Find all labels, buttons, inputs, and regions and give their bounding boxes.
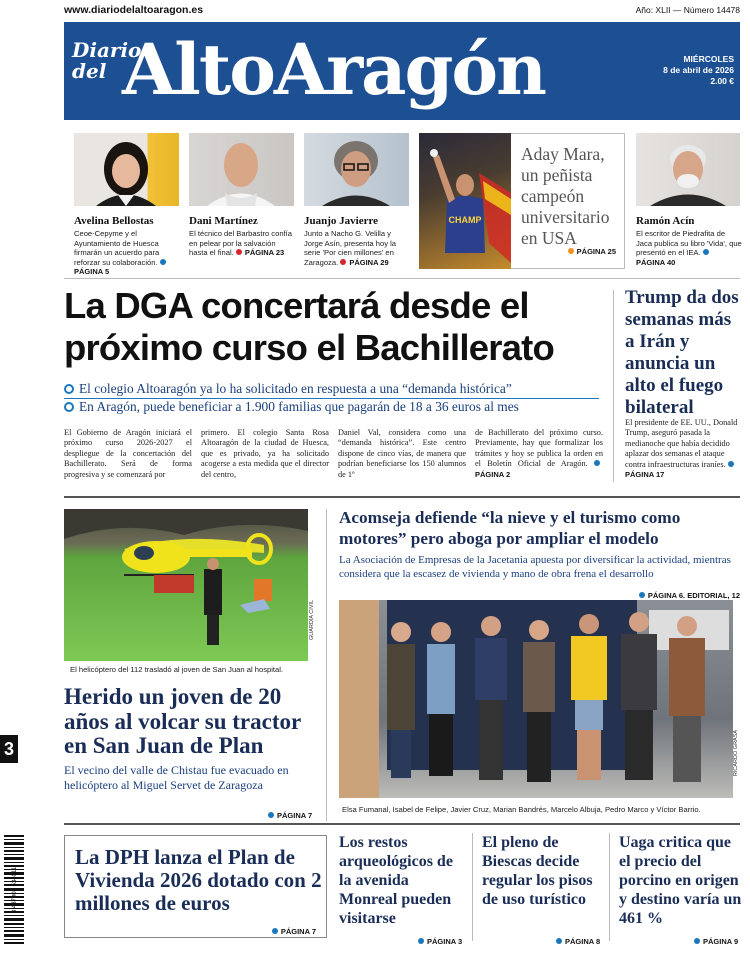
barcode <box>2 833 30 951</box>
teaser-name: Juanjo Javierre <box>304 215 379 227</box>
issue-number: Año: XLII — Número 14478 <box>635 5 740 15</box>
dph-box <box>64 835 327 938</box>
group-people-icon <box>339 600 733 798</box>
date-full: 8 de abril de 2026 <box>663 65 734 75</box>
page-ref[interactable]: PÁGINA 25 <box>576 247 616 256</box>
portrait-elderly-man-icon <box>636 133 740 206</box>
page-ref[interactable]: PÁGINA 2 <box>475 469 511 479</box>
section-rule <box>64 823 740 825</box>
barcode-number: 8 437008 534011 <box>12 866 18 914</box>
lead-column-3: Daniel Val, considera como una “demanda histórica”. Este centro dispone de cinco vías, de manera que podrían beneficiarse los 150 alumnos de 1º <box>338 428 466 479</box>
photo-credit: RICARDO GRASA <box>732 729 739 777</box>
jersey-text: CHAMP <box>448 215 482 225</box>
lead-bullet-text: El colegio Altoaragón ya lo ha solicitado en respuesta a una “demanda histórica” <box>79 381 512 396</box>
section-rule <box>64 496 740 498</box>
basketball-player-icon <box>419 133 511 269</box>
bullet-ring-icon <box>64 384 74 394</box>
masthead-title: AltoAragón <box>122 28 546 111</box>
lead-column-1: El Gobierno de Aragón iniciará el próximo curso 2026-2027 el despliegue de la concertación del Bachillerato. Será de forma progresiva y se comenzará por <box>64 428 192 479</box>
page-dot-icon <box>703 249 709 255</box>
masthead-small-title-text: Diario del <box>72 38 142 83</box>
teaser-photo-juanjo <box>304 133 409 206</box>
date-weekday: MIÉRCOLES <box>683 54 734 64</box>
feature-page <box>568 241 616 259</box>
teaser-name: Avelina Bellostas <box>74 215 154 227</box>
page-ref[interactable]: PÁGINA 40 <box>636 257 676 267</box>
page-ref[interactable]: PÁGINA 8 <box>565 937 601 946</box>
page-ref[interactable]: PÁGINA 29 <box>349 257 389 267</box>
trump-text <box>625 418 741 480</box>
section-tab-number: 3 <box>3 739 14 759</box>
bullet-ring-icon <box>64 402 74 412</box>
page-ref[interactable]: PÁGINA 17 <box>625 470 665 480</box>
helicopter-caption: El helicóptero del 112 trasladó al joven de San Juan al hospital. <box>70 665 284 674</box>
lead-headline[interactable]: La DGA concertará desde el próximo curso el Bachillerato <box>64 285 554 368</box>
feature-box <box>511 133 625 269</box>
portrait-man-icon <box>189 133 294 206</box>
accident-sub: El vecino del valle de Chistau fue evacuado en helicóptero al Miguel Servet de Zaragoza <box>64 763 289 792</box>
lead-bullet <box>64 399 519 415</box>
accident-page <box>268 805 312 823</box>
divider <box>613 290 614 482</box>
photo-credit: GUARDIA CIVIL <box>308 599 315 641</box>
divider <box>326 509 327 821</box>
site-url[interactable]: www.diariodelaltoaragon.es <box>64 4 204 16</box>
biescas-headline[interactable]: El pleno de Biescas decide regular los pisos de uso turístico <box>482 834 593 908</box>
restos-page <box>418 931 462 949</box>
uaga-headline[interactable]: Uaga critica que el precio del porcino en origen y destino varía un 461 % <box>619 834 742 927</box>
acomseja-headline[interactable]: Acomseja defiende “la nieve y el turismo como motores” pero aboga por ampliar el modelo <box>339 508 681 548</box>
page-dot-icon <box>340 259 346 265</box>
page-ref[interactable]: PÁGINA 23 <box>244 248 285 258</box>
teaser-body: Junto a Nacho G. Velilla y Jorge Asín, presenta hoy la serie 'Por cien millones' en Zaragoza. <box>304 229 397 267</box>
teaser-name: Ramón Acín <box>636 215 695 227</box>
divider <box>472 833 473 941</box>
feature-photo <box>419 133 511 269</box>
restos-headline[interactable]: Los restos arqueológicos de la avenida Monreal pueden visitarse <box>339 834 453 927</box>
group-photo <box>339 600 739 798</box>
uaga-page <box>694 931 738 949</box>
masthead-date <box>663 54 734 87</box>
accident-headline[interactable]: Herido un joven de 20 años al volcar su tractor en San Juan de Plan <box>64 684 301 758</box>
biescas-page <box>556 931 600 949</box>
dph-page <box>272 921 316 939</box>
page-ref[interactable]: PÁGINA 5 <box>74 267 110 277</box>
teaser-photo-ramon <box>636 133 740 206</box>
masthead <box>64 22 740 120</box>
page-ref[interactable]: PÁGINA 9 <box>703 937 739 946</box>
helicopter-scene-icon <box>64 509 308 661</box>
dph-headline[interactable]: La DPH lanza el Plan de Vivienda 2026 dotado con 2 millones de euros <box>75 845 322 915</box>
divider <box>609 833 610 941</box>
lead-column-2: primero. El colegio Santa Rosa Altoaragón de la ciudad de Huesca, que es privado, ya ha solicitado acogerse a esta medida que el director del centro, <box>201 428 329 479</box>
page-dot-icon <box>418 938 424 944</box>
teaser-text <box>304 229 410 267</box>
page-ref[interactable]: PÁGINA 6. EDITORIAL, 12 <box>647 591 740 600</box>
teaser-body: El escritor de Piedrafita de Jaca publica su libro 'Vida', que presentó en el IEA. <box>636 229 742 258</box>
teaser-name: Dani Martínez <box>189 215 258 227</box>
page-dot-icon <box>556 938 562 944</box>
acomseja-sub: La Asociación de Empresas de la Jacetania apuesta por diversificar la actividad, mientras considera que la escasez de vivienda y mano de obra frena el desarrollo <box>339 554 731 580</box>
lead-bullet-text: En Aragón, puede beneficiar a 1.900 familias que pagarán de 18 a 36 euros al mes <box>79 399 519 414</box>
teaser-text <box>74 229 182 277</box>
page-dot-icon <box>236 249 242 255</box>
divider <box>64 278 740 279</box>
teaser-text <box>189 229 295 258</box>
page-ref[interactable]: PÁGINA 7 <box>277 811 313 820</box>
page-dot-icon <box>594 460 600 466</box>
page-ref[interactable]: PÁGINA 3 <box>427 937 463 946</box>
portrait-man-glasses-icon <box>304 133 409 206</box>
trump-body: El presidente de EE. UU., Donald Trump, aseguró pasada la medianoche que había decidido aplazar dos semanas el ataque contra infraestructuras iraníes. <box>625 418 738 469</box>
teaser-text <box>636 229 742 267</box>
lead-column-4-text: de Bachillerato del próximo curso. Previamente, hay que formalizar los trámites y hoy se publica la orden en el Boletín Oficial de Aragón. <box>475 428 603 469</box>
lead-bullet <box>64 381 512 397</box>
teaser-body: Ceoe-Cepyme y el Ayuntamiento de Huesca firmarán un acuerdo para reforzar su colaboración. <box>74 229 160 267</box>
page-dot-icon <box>639 592 645 598</box>
trump-headline[interactable]: Trump da dos semanas más a Irán y anuncia un alto el fuego bilateral <box>625 287 739 418</box>
price: 2.00 € <box>710 76 734 86</box>
lead-column-4 <box>475 428 603 480</box>
page-dot-icon <box>272 928 278 934</box>
teaser-photo-avelina <box>74 133 179 206</box>
masthead-small-title <box>72 38 142 83</box>
feature-text: Aday Mara, un peñista campeón universitario en USA <box>521 144 610 248</box>
teaser-body: El técnico del Barbastro confía en pelear por la salvación hasta el final. <box>189 229 292 258</box>
page-dot-icon <box>568 248 574 254</box>
helicopter-photo <box>64 509 315 661</box>
page-dot-icon <box>268 812 274 818</box>
section-tab <box>0 735 18 763</box>
page-ref[interactable]: PÁGINA 7 <box>280 927 316 936</box>
group-caption: Elsa Fumanal, Isabel de Felipe, Javier Cruz, Marian Bandrés, Marcelo Albuja, Pedro Marco y Víctor Barrio. <box>342 805 701 814</box>
page-dot-icon <box>160 259 166 265</box>
portrait-woman-icon <box>74 133 179 206</box>
page-dot-icon <box>728 461 734 467</box>
page-dot-icon <box>694 938 700 944</box>
teaser-photo-dani <box>189 133 294 206</box>
